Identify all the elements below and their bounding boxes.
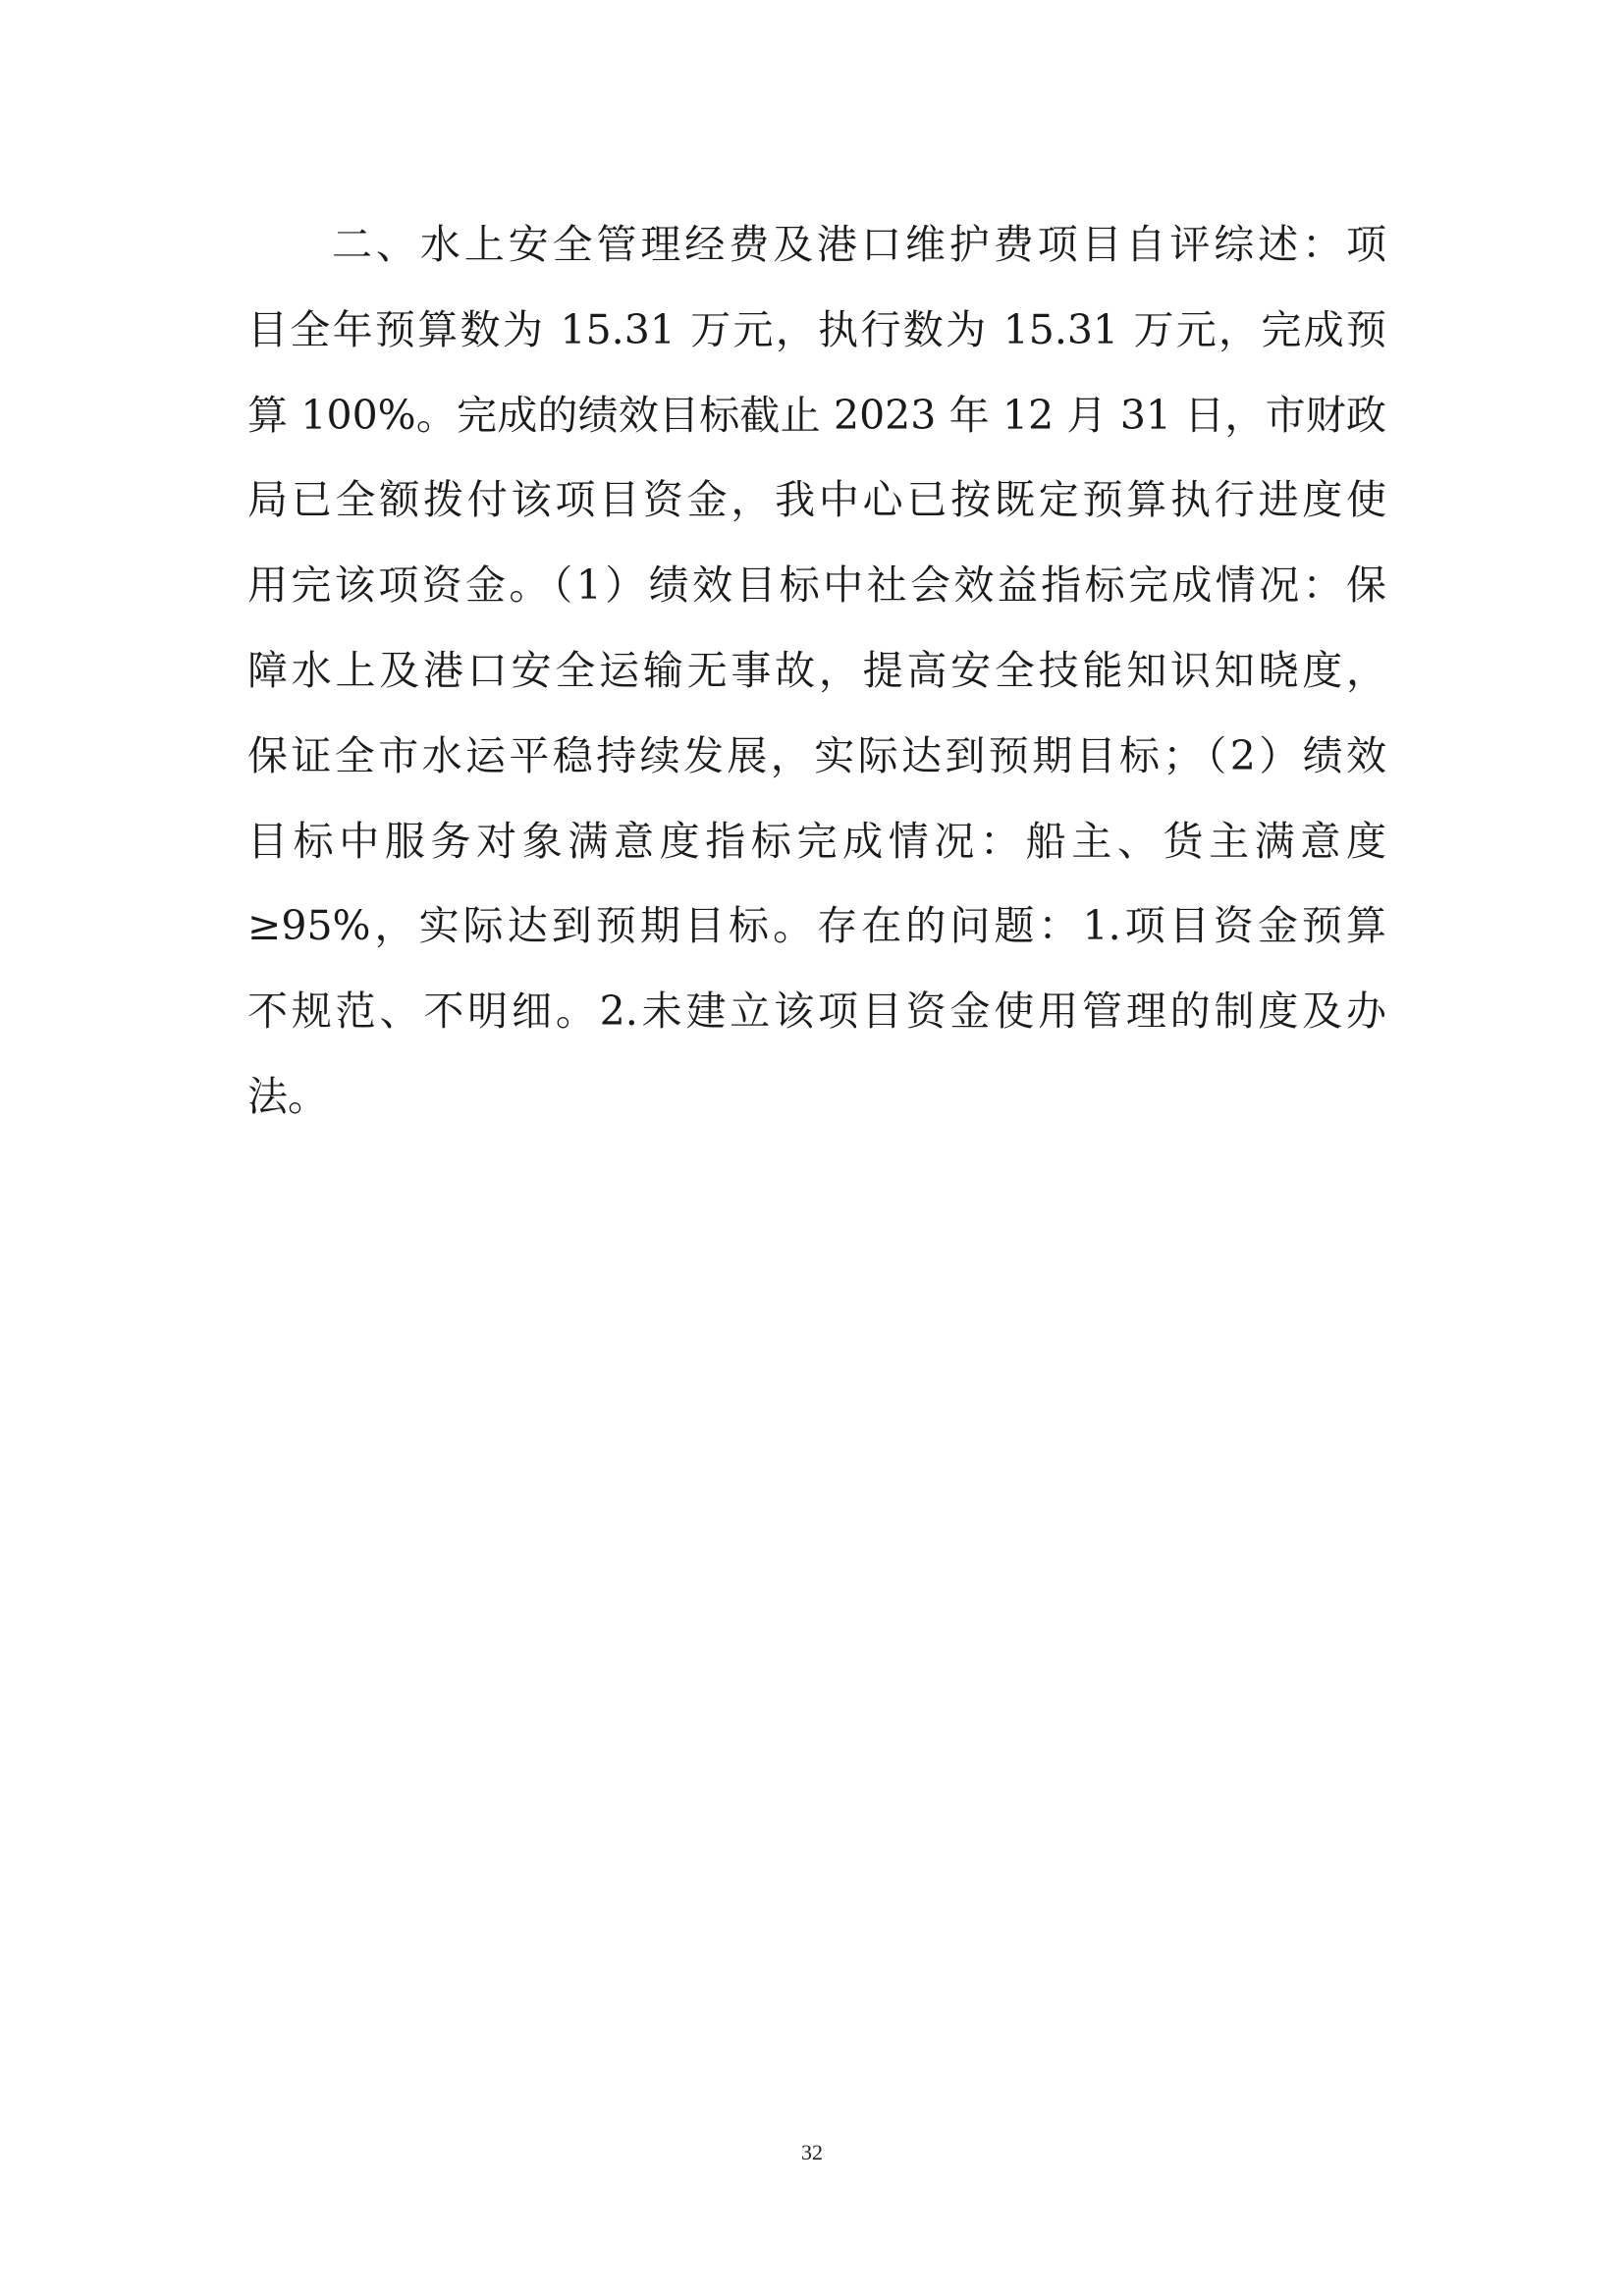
paragraph-line-7: 保证全市水运平稳持续发展，实际达到预期目标；（2）绩效 — [247, 731, 1386, 779]
paragraph-line-10: 不规范、不明细。2.未建立该项目资金使用管理的制度及办 — [247, 988, 1386, 1036]
page-number: 32 — [801, 2140, 823, 2164]
paragraph-line-6: 障水上及港口安全运输无事故，提高安全技能知识知晓度， — [247, 646, 1386, 694]
paragraph-line-11: 法。 — [247, 1072, 328, 1120]
paragraph-line-5: 用完该项资金。（1）绩效目标中社会效益指标完成情况：保 — [247, 561, 1386, 610]
paragraph-line-1: 二、水上安全管理经费及港口维护费项目自评综述：项 — [332, 221, 1386, 268]
body-paragraph — [247, 202, 1386, 1140]
paragraph-line-2: 目全年预算数为 15.31 万元，执行数为 15.31 万元，完成预 — [247, 305, 1386, 353]
paragraph-line-3: 算 100%。完成的绩效目标截止 2023 年 12 月 31 日，市财政 — [247, 391, 1386, 439]
paragraph-line-4: 局已全额拨付该项目资金，我中心已按既定预算执行进度使 — [247, 476, 1386, 524]
paragraph-line-9: ≥95%，实际达到预期目标。存在的问题：1.项目资金预算 — [247, 902, 1386, 950]
paragraph-line-8: 目标中服务对象满意度指标完成情况：船主、货主满意度 — [247, 817, 1386, 865]
